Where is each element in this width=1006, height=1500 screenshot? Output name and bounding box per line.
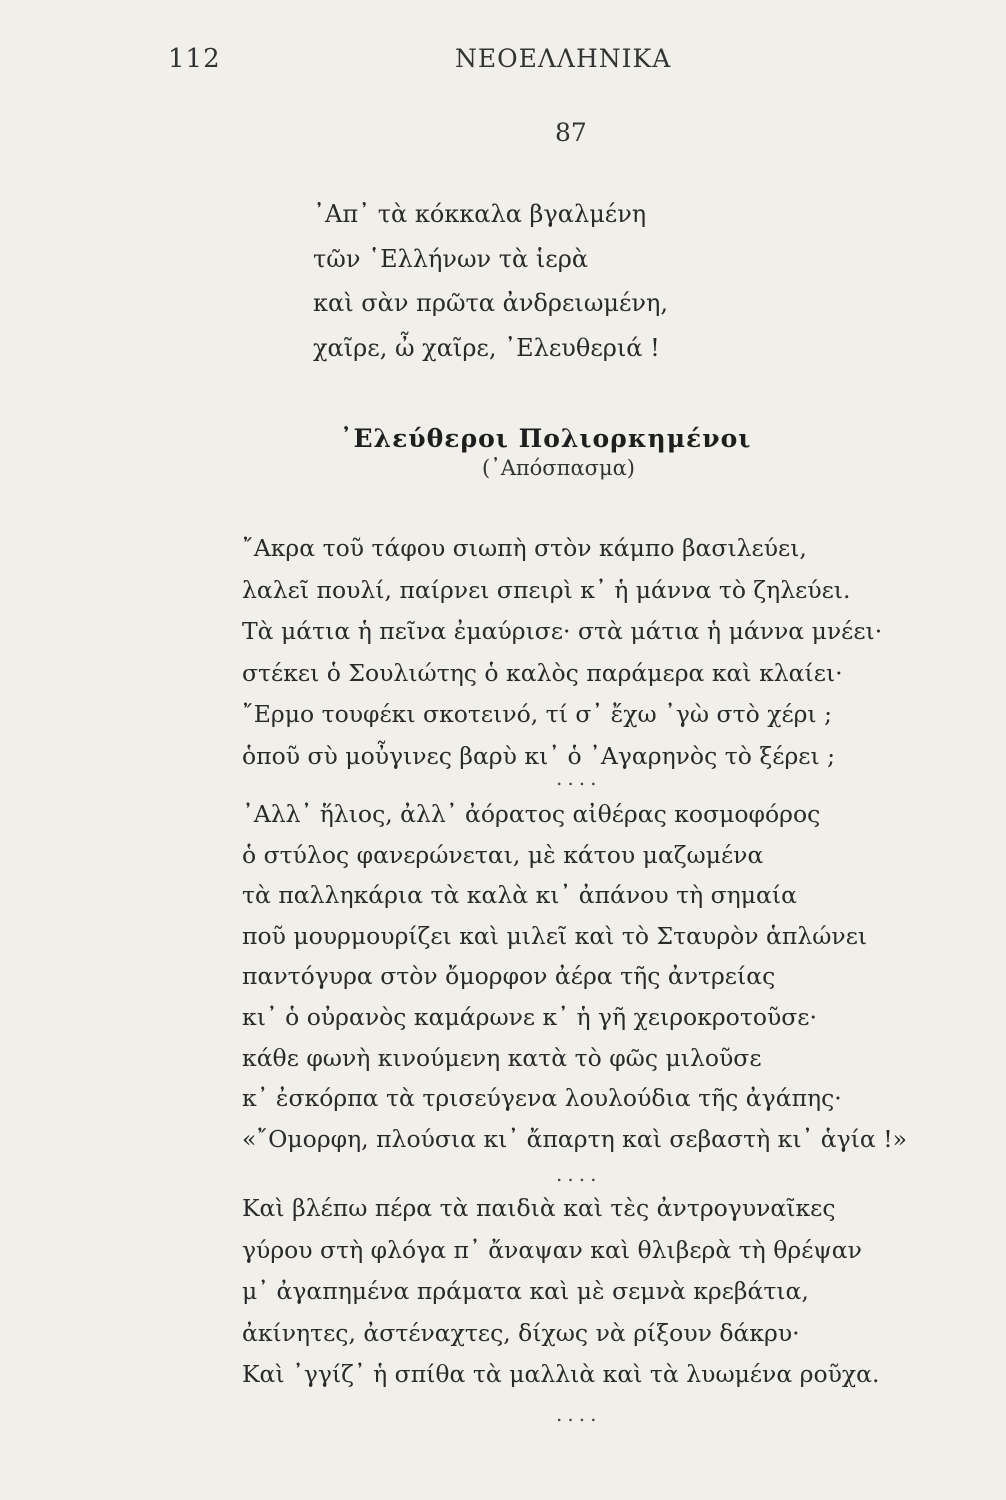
verse-line: ᾿Αλλ᾿ ἥλιος, ἀλλ᾿ ἀόρατος αἰθέρας κοσμοφόρος (242, 800, 821, 828)
verse-line: μ᾿ ἀγαπημένα πράματα καὶ μὲ σεμνὰ κρεβάτια, (242, 1277, 809, 1305)
verse-line: «῎Ομορφη, πλούσια κι᾿ ἄπαρτη καὶ σεβαστὴ κι᾿ ἁγία !» (242, 1124, 908, 1153)
verse-line: ὁ στύλος φανερώνεται, μὲ κάτου μαζωμένα (242, 840, 764, 869)
verse-line: ἀκίνητες, ἀστέναχτες, δίχως νὰ ρίξουν δάκρυ· (242, 1318, 800, 1347)
verse-line: Καὶ ᾿γγίζ᾿ ἡ σπίθα τὰ μαλλιὰ καὶ τὰ λυωμένα ροῦχα. (242, 1360, 880, 1388)
verse-line: παντόγυρα στὸν ὄμορφον ἀέρα τῆς ἀντρείας (242, 962, 776, 991)
verse-line: στέκει ὁ Σουλιώτης ὁ καλὸς παράμερα καὶ κλαίει· (242, 658, 843, 687)
verse-line: ποῦ μουρμουρίζει καὶ μιλεῖ καὶ τὸ Σταυρὸν ἁπλώνει (242, 921, 868, 950)
poem-part-2 (242, 794, 907, 1159)
verse-line: γύρου στὴ φλόγα π᾿ ἄναψαν καὶ θλιβερὰ τὴ θρέψαν (242, 1235, 862, 1264)
verse-line: χαῖρε, ὦ χαῖρε, ᾿Ελευθεριά ! (313, 333, 660, 362)
verse-line: κάθε φωνὴ κινούμενη κατὰ τὸ φῶς μιλοῦσε (242, 1043, 762, 1072)
verse-line: ᾿Απ᾿ τὰ κόκκαλα βγαλμένη (313, 200, 647, 228)
stanza-87 (313, 192, 668, 370)
page-number: 112 (168, 44, 221, 74)
verse-line: κ᾿ ἐσκόρπα τὰ τρισεύγενα λουλούδια τῆς ἀγάπης· (242, 1084, 842, 1113)
poem-part-3 (242, 1188, 880, 1396)
verse-line: Καὶ βλέπω πέρα τὰ παιδιὰ καὶ τὲς ἀντρογυναῖκες (242, 1194, 836, 1222)
running-title: ΝΕΟΕΛΛΗΝΙΚΑ (455, 44, 672, 73)
verse-line: τὰ παλληκάρια τὰ καλὰ κι᾿ ἀπάνου τὴ σημαία (242, 881, 797, 910)
verse-line: ῎Ερμο τουφέκι σκοτεινό, τί σ᾿ ἔχω ᾿γὼ στὸ χέρι ; (242, 700, 833, 728)
separator-dots: .... (556, 766, 602, 790)
verse-line: καὶ σὰν πρῶτα ἀνδρειωμένη, (313, 289, 669, 317)
verse-line: λαλεῖ πουλί, παίρνει σπειρὶ κ᾿ ἡ μάννα τὸ ζηλεύει. (242, 575, 851, 604)
verse-line: ῎Ακρα τοῦ τάφου σιωπὴ στὸν κάμπο βασιλεύει, (242, 534, 807, 562)
separator-dots: .... (556, 1402, 602, 1426)
poem-subtitle: (᾿Απόσπασμα) (482, 456, 635, 480)
poem-title: ᾿Ελεύθεροι Πολιορκημένοι (340, 424, 752, 453)
verse-line: Τὰ μάτια ἡ πεῖνα ἐμαύρισε· στὰ μάτια ἡ μάννα μνέει· (242, 617, 883, 645)
verse-line: τῶν ῾Ελλήνων τὰ ἱερὰ (313, 244, 589, 273)
poem-part-1 (242, 528, 882, 777)
section-number: 87 (555, 118, 587, 147)
verse-line: ὁποῦ σὺ μοὖγινες βαρὺ κι᾿ ὁ ᾿Αγαρηνὸς τὸ ξέρει ; (242, 741, 836, 770)
verse-line: κι᾿ ὁ οὐρανὸς καμάρωνε κ᾿ ἡ γῆ χειροκροτοῦσε· (242, 1002, 817, 1031)
separator-dots: .... (556, 1162, 602, 1186)
